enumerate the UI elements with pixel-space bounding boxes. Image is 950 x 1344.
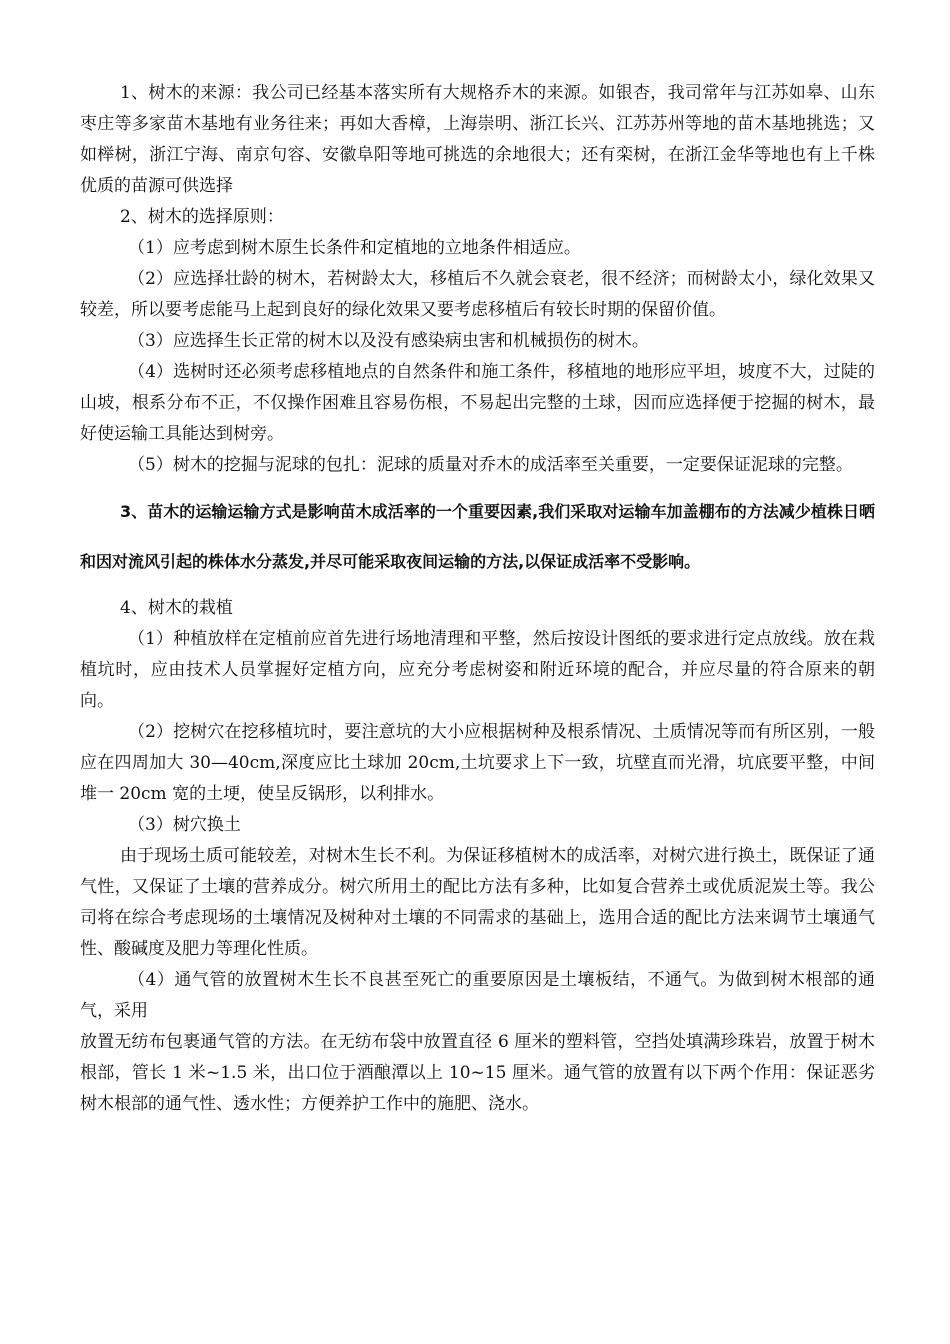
- section-2-item-2: （2）应选择壮龄的树木，若树龄太大，移植后不久就会衰老，很不经济；而树龄太小，绿化效果又较差，所以要考虑能马上起到良好的绿化效果又要考虑移植后有较长时期的保留价值。: [80, 269, 875, 320]
- section-4-title: 4、树木的栽植: [120, 598, 233, 618]
- section-4-item-4-body: 放置无纺布包裹通气管的方法。在无纺布袋中放置直径 6 厘米的塑料管，空挡处填满珍珠岩，放置于树木根部，管长 1 米~1.5 米，出口位于酒酿潭以上 10~15 厘米。通气管的放置有以下两个作用：保证恶劣树木根部的通气性、透水性；方便养护工作中的施肥、浇水。: [80, 1032, 875, 1114]
- section-2-item-5: （5）树木的挖掘与泥球的包扎：泥球的质量对乔木的成活率至关重要，一定要保证泥球的完整。: [128, 455, 853, 475]
- section-2-item-4: （4）选树时还必须考虑移植地点的自然条件和施工条件，移植地的地形应平坦，坡度不大，过陡的山坡，根系分布不正，不仅操作困难且容易伤根，不易起出完整的土球，因而应选择便于挖掘的树木，最好使运输工具能达到树旁。: [80, 362, 875, 444]
- section-2-item-3: （3）应选择生长正常的树木以及没有感染病虫害和机械损伤的树木。: [128, 331, 649, 351]
- section-4-item-4-head: （4）通气管的放置树木生长不良甚至死亡的重要原因是土壤板结，不通气。为做到树木根部的通气，采用: [80, 970, 875, 1021]
- section-4-item-3-title: （3）树穴换土: [128, 815, 241, 835]
- section-4-item-3-body: 由于现场土质可能较差，对树木生长不利。为保证移植树木的成活率，对树穴进行换土，既保证了通气性，又保证了土壤的营养成分。树穴所用土的配比方法有多种，比如复合营养土或优质泥炭土等。我公司将在综合考虑现场的土壤情况及树种对土壤的不同需求的基础上，选用合适的配比方法来调节土壤通气性、酸碱度及肥力等理化性质。: [80, 846, 875, 959]
- section-3-transport: 3、苗木的运输运输方式是影响苗木成活率的一个重要因素,我们采取对运输车加盖棚布的方法减少植株日晒和因对流风引起的株体水分蒸发,并尽可能采取夜间运输的方法,以保证成活率不受影响。: [80, 502, 875, 571]
- section-2-title: 2、树木的选择原则：: [120, 207, 284, 227]
- section-4-item-1: （1）种植放样在定植前应首先进行场地清理和平整，然后按设计图纸的要求进行定点放线。放在栽植坑时，应由技术人员掌握好定植方向，应充分考虑树姿和附近环境的配合，并应尽量的符合原来的朝向。: [80, 629, 875, 711]
- section-1-tree-sources: 1、树木的来源：我公司已经基本落实所有大规格乔木的来源。如银杏，我司常年与江苏如皋、山东枣庄等多家苗木基地有业务往来；再如大香樟，上海崇明、浙江长兴、江苏苏州等地的苗木基地挑选；又如榉树，浙江宁海、南京句容、安徽阜阳等地可挑选的余地很大；还有栾树，在浙江金华等地也有上千株优质的苗源可供选择: [80, 83, 875, 196]
- document-page: [80, 78, 875, 1120]
- section-2-item-1: （1）应考虑到树木原生长条件和定植地的立地条件相适应。: [128, 238, 581, 258]
- section-4-item-2: （2）挖树穴在挖移植坑时，要注意坑的大小应根据树种及根系情况、土质情况等而有所区别，一般应在四周加大 30—40cm,深度应比土球加 20cm,土坑要求上下一致，坑壁直而光滑，坑底要平整，中间堆一 20cm 宽的土埂，使呈反锅形，以利排水。: [80, 722, 875, 804]
